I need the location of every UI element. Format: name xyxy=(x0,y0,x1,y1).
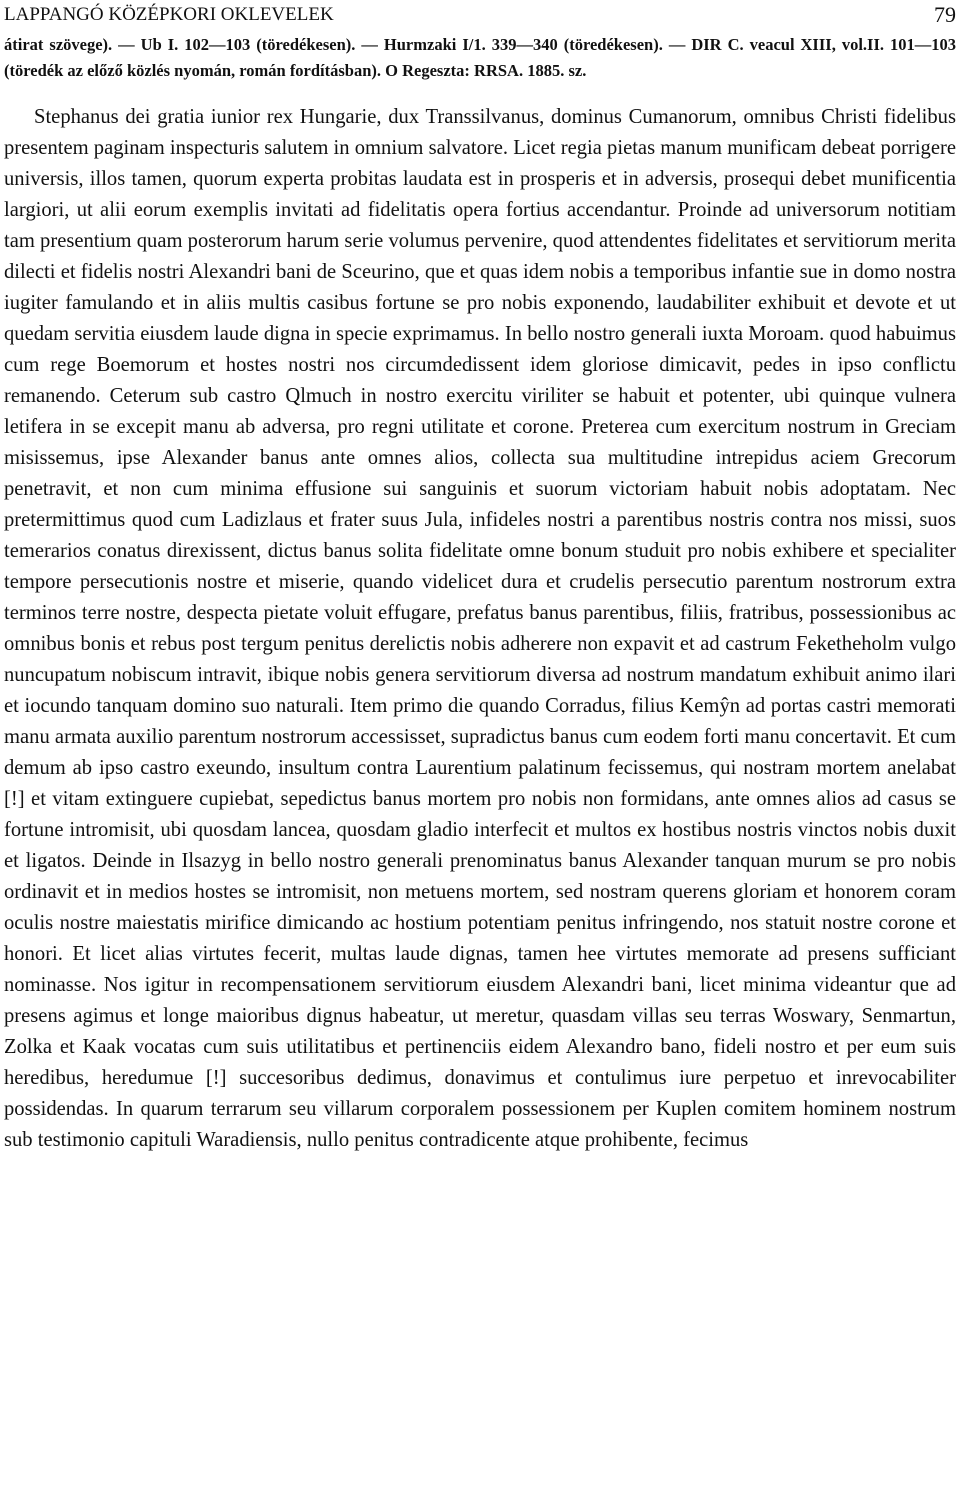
charter-text xyxy=(4,102,956,1156)
source-note: átirat szövege). — Ub I. 102—103 (töredékesen). — Hurmzaki I/1. 339—340 (töredékesen). — DIR C. veacul XIII, vol.II. 101—103 (töredék az előző közlés nyomán, román fordításban). O Regeszta: RRSA. 1885. sz. xyxy=(4,35,956,80)
running-title: LAPPANGÓ KÖZÉPKORI OKLEVELEK xyxy=(4,4,334,25)
charter-text-content: Stephanus dei gratia iunior rex Hungarie, dux Transsilvanus, dominus Cumanorum, omnibus Christi fidelibus presentem paginam inspecturis salutem in omnium salvatore. Licet regia pietas manum munificam debeat porrigere universis, illos tamen, quorum experta probitas laudata est in prosperis et in adversis, prosequi debet munificentia largiori, ut alii eorum exemplis invitati ad fidelitatis opera fortius accendantur. Proinde ad universorum notitiam tam presentium quam posterorum harum serie volumus pervenire, quod attendentes fidelitates et servitiorum merita dilecti et fidelis nostri Alexandri bani de Sceurino, que et quas idem nobis a temporibus infantie sue in domo nostra iugiter famulando et in aliis multis casibus fortune se pro nobis exponendo, laudabiliter exhibuit et devote et ut quedam servitia eiusdem laude digna in specie exprimamus. In bello nostro generali iuxta Moroam. quod habuimus cum rege Boemorum et hostes nostri nos circumdedissent idem gloriose dimicavit, pedes in ipso conflictu remanendo. Ceterum sub castro Qlmuch in nostro exercitu viriliter se habuit et potenter, ubi quinque vulnera letifera in se excepit manu ab adversa, pro regni utilitate et corone. Preterea cum exercitum nostrum in Greciam misissemus, ipse Alexander banus ante omnes alios, collecta sua multitudine intrepidus aciem Grecorum penetravit, et non cum minima effusione sui sanguinis et suorum victoriam habuit nobis adoptatam. Nec pretermittimus quod cum Ladizlaus et frater suus Jula, infideles nostri a parentibus nostris contra nos missi, suos temerarios conatus direxissent, dictus banus solita fidelitate omne bonum studuit pro nobis exhibere et specialiter tempore persecutionis nostre et miserie, quando videlicet dura et crudelis persecutio parentum nostrorum extra terminos terre nostre, despecta pietate voluit effugare, prefatus banus parentibus, filiis, fratribus, possessionibus ac omnibus bonis et rebus post tergum penitus derelictis nobis adherere non expavit et ad castrum Feketheholm vulgo nuncupatum nobiscum intravit, ibique nobis genera servitiorum diversa ad nostrum mandatum exhibuit animo ilari et iocundo tanquam domino suo naturali. Item primo die quando Corradus, filius Kemŷn ad portas castri memorati manu armata auxilio parentum nostrorum accessisset, supradictus banus cum eodem forti manu concertavit. Et cum demum ab ipso castro exeundo, insultum contra Laurentium palatinum fecissemus, qui nostram mortem anelabat [!] et vitam extinguere cupiebat, sepedictus banus mortem pro nobis non formidans, ante omnes alios ad casus se fortune intromisit, ubi quosdam lancea, quosdam gladio interfecit et multos ex hostibus nostris vinctos nobis duxit et ligatos. Deinde in Ilsazyg in bello nostro generali prenominatus banus Alexander tanquan murum se pro nobis ordinavit et in medios hostes se intromisit, non metuens mortem, sed nostram querens gloriam et honorem coram oculis nostre maiestatis mirifice dimicando ac hostium potentiam penitus infringendo, nos statuit nostre corone et honori. Et licet alias virtutes fecerit, multas laude dignas, tamen hee virtutes memorate ad presens sufficiant nominasse. Nos igitur in recompensationem servitiorum eiusdem Alexandri bani, licet minima videantur que ad presens agimus et longe maioribus dignus habeatur, ut meretur, quasdam villas seu terras Woswary, Senmartun, Zolka et Kaak vocatas cum suis utilitatibus et pertinenciis eidem Alexandro bano, fideli nostro et per eum suis heredibus, heredumue [!] succesoribus dedimus, donavimus et contulimus iure perpetuo et inrevocabiliter possidendas. In quarum terrarum seu villarum corporalem possessionem per Kuplen comitem hominem nostrum sub testimonio capituli Waradiensis, nullo penitus contradicente atque prohibente, fecimus xyxy=(4,106,956,1151)
document-page xyxy=(4,0,956,1156)
page-number: 79 xyxy=(934,2,956,27)
running-header xyxy=(4,0,956,30)
